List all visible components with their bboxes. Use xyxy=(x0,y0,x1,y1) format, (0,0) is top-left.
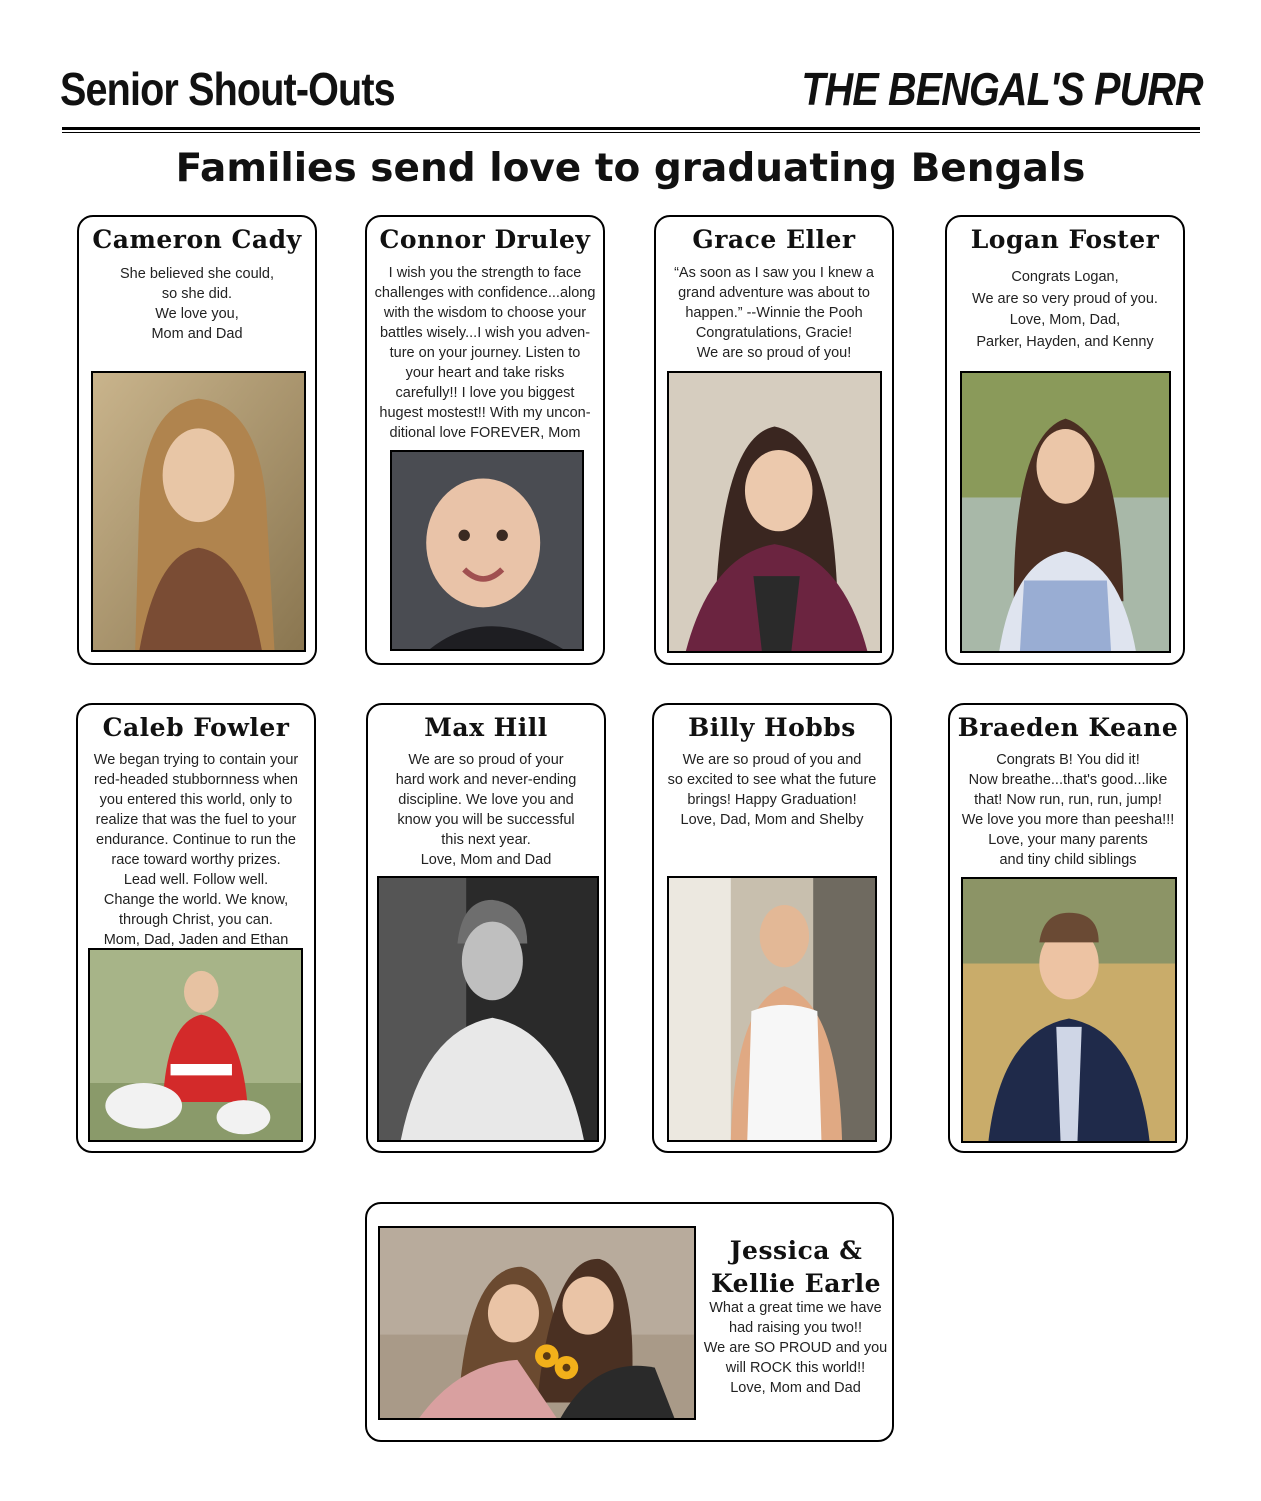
card-message: “As soon as I saw you I knew a grand adventure was about to happen.” --Winnie the Pooh Congratulations, Gracie! We are so proud of you! xyxy=(674,265,874,361)
header-rule-thin xyxy=(62,132,1200,133)
senior-photo xyxy=(961,877,1177,1143)
card-message: What a great time we have had raising you two!! We are SO PROUD and you will ROCK this world!! Love, Mom and Dad xyxy=(703,1300,888,1396)
page-headline: Families send love to graduating Bengals xyxy=(175,146,1086,191)
senior-photo xyxy=(960,371,1171,653)
senior-photo xyxy=(667,371,882,653)
card-name: Jessica & Kellie Earle xyxy=(710,1236,881,1298)
shout-out-card-jessica-kellie-earle xyxy=(365,1202,894,1442)
senior-photo xyxy=(378,1226,696,1420)
shout-out-card-logan-foster xyxy=(945,215,1185,665)
senior-photo xyxy=(390,450,584,651)
section-title: Senior Shout-Outs xyxy=(60,63,395,115)
shout-out-card-braeden-keane xyxy=(948,703,1188,1153)
card-message: She believed she could, so she did. We love you, Mom and Dad xyxy=(120,266,274,342)
card-message: Congrats Logan, We are so very proud of you. Love, Mom, Dad, Parker, Hayden, and Kenny xyxy=(972,269,1158,350)
senior-photo xyxy=(88,948,303,1142)
card-name: Braeden Keane xyxy=(957,713,1179,742)
card-name: Max Hill xyxy=(424,713,548,742)
shout-out-card-billy-hobbs xyxy=(652,703,892,1153)
card-message: I wish you the strength to face challenges with confidence...along with the wisdom to choose your battles wisely...I wish you adven- ture on your journey. Listen to your heart and take risks carefully!! I love you biggest hugest mostest!! With my uncon- ditional love FOREVER, Mom xyxy=(374,265,596,441)
card-message: We are so proud of you and so excited to see what the future brings! Happy Graduation! Love, Dad, Mom and Shelby xyxy=(667,752,877,828)
senior-photo xyxy=(91,371,306,652)
card-name: Billy Hobbs xyxy=(688,713,856,742)
card-message: Congrats B! You did it! Now breathe...that's good...like that! Now run, run, run, jump! We love you more than peesha!!! Love, your many parents and tiny child siblings xyxy=(961,752,1175,868)
shout-out-card-grace-eller xyxy=(654,215,894,665)
shout-out-card-cameron-cady xyxy=(77,215,317,665)
senior-photo xyxy=(667,876,877,1142)
header-rule xyxy=(62,127,1200,130)
card-message: We began trying to contain your red-headed stubbornness when you entered this world, only to realize that was the fuel to your endurance. Continue to run the race toward worthy prizes. Lead well. Follow well. Change the world. We know, through Christ, you can. Mom, Dad, Jaden and Ethan xyxy=(93,752,299,948)
senior-photo xyxy=(377,876,599,1142)
card-name: Caleb Fowler xyxy=(102,713,290,742)
card-name: Cameron Cady xyxy=(92,225,302,254)
shout-out-card-connor-druley xyxy=(365,215,605,665)
shout-out-card-caleb-fowler xyxy=(76,703,316,1153)
card-name: Connor Druley xyxy=(379,225,591,254)
card-message: We are so proud of your hard work and never-ending discipline. We love you and know you will be successful this next year. Love, Mom and Dad xyxy=(395,752,577,868)
publication-name: THE BENGAL'S PURR xyxy=(801,63,1203,115)
card-name: Grace Eller xyxy=(692,225,856,254)
card-name: Logan Foster xyxy=(970,225,1160,254)
shout-out-card-max-hill xyxy=(366,703,606,1153)
